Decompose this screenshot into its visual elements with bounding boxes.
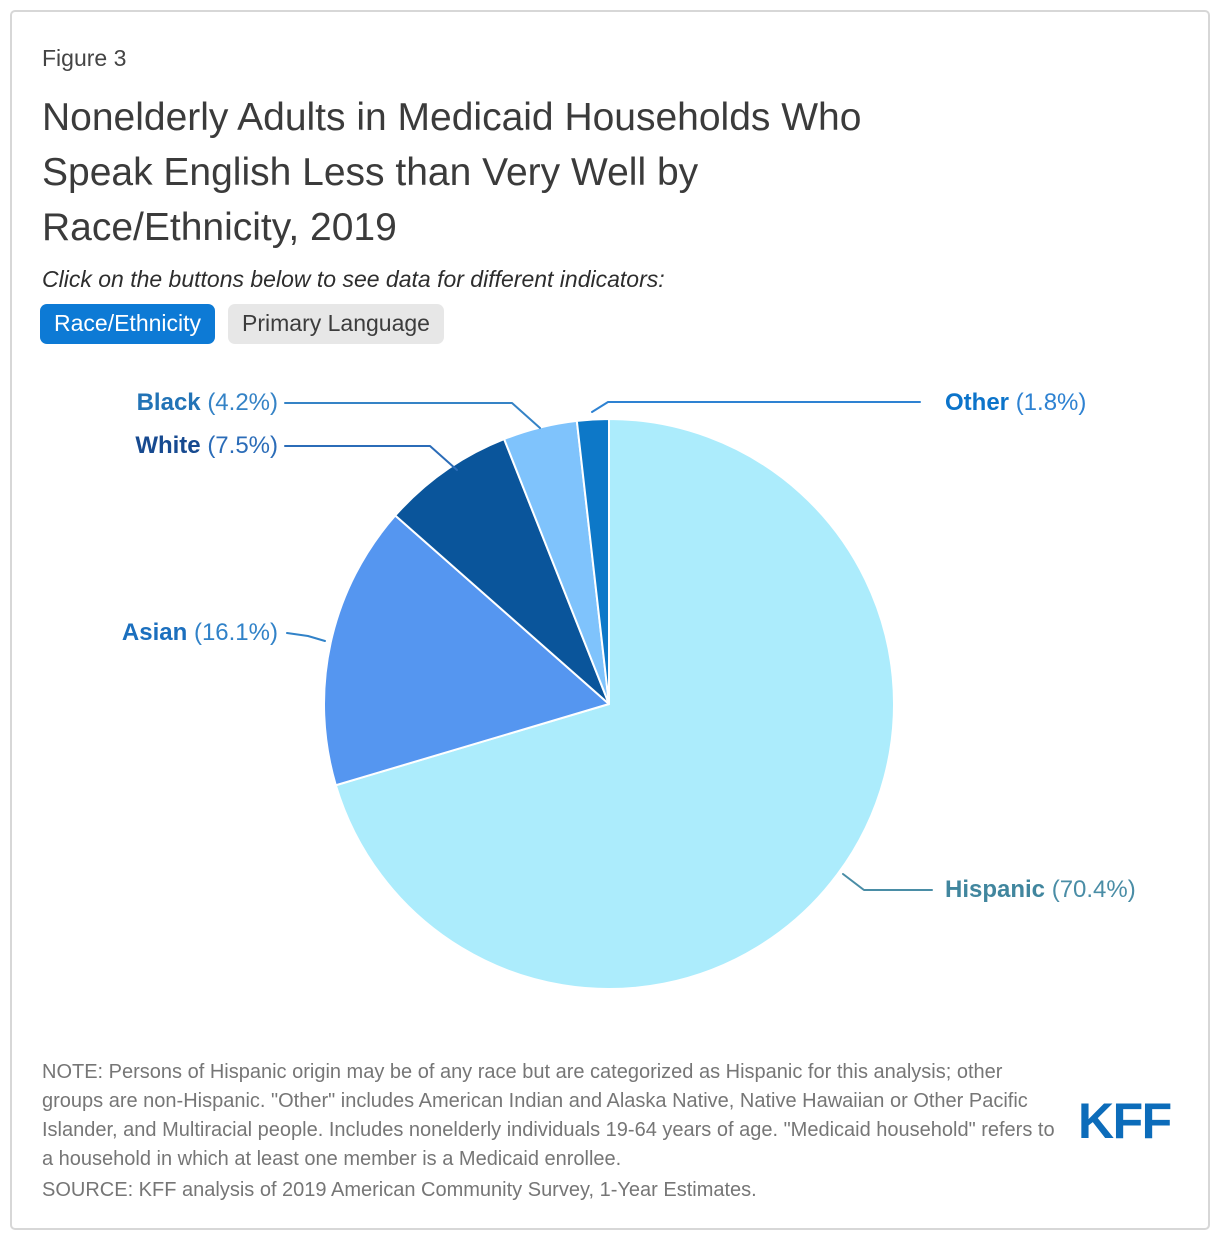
- source-text: SOURCE: KFF analysis of 2019 American Community Survey, 1-Year Estimates.: [42, 1179, 757, 1201]
- callout-label-hispanic: [945, 876, 1136, 904]
- callout-label-asian: [122, 619, 278, 647]
- indicator-instruction: Click on the buttons below to see data for different indicators:: [42, 266, 665, 292]
- race-ethnicity-button[interactable]: Race/Ethnicity: [40, 304, 215, 344]
- figure-number: Figure 3: [42, 45, 127, 71]
- hispanic-label: Hispanic: [945, 876, 1046, 903]
- white-label: White: [135, 432, 201, 459]
- black-label: Black: [136, 389, 201, 416]
- kff-logo: KFF: [1078, 1093, 1171, 1149]
- leader-line-black: [285, 403, 540, 428]
- black-percent: (4.2%): [207, 389, 278, 416]
- title-line-2: Speak English Less than Very Well by: [42, 151, 699, 194]
- callout-label-other: [945, 389, 1086, 417]
- title-line-1: Nonelderly Adults in Medicaid Households Who: [42, 96, 862, 139]
- other-label: Other: [945, 389, 1010, 416]
- leader-line-white: [285, 446, 457, 470]
- note-text: NOTE: Persons of Hispanic origin may be of any race but are categorized as Hispanic for this analysis; other groups are non-Hispanic. "Other" includes American Indian and Alaska Native, Native Hawaiian or Other Pacific Islander, and Multiracial people. Includes nonelderly individuals 19-64 years of age. "Medicaid household" refers to a household in which at least one member is a Medicaid enrollee.: [42, 1061, 1055, 1170]
- white-percent: (7.5%): [207, 432, 278, 459]
- leader-line-other: [592, 402, 920, 412]
- hispanic-percent: (70.4%): [1051, 876, 1136, 903]
- callout-label-black: [137, 389, 278, 417]
- leader-line-hispanic: [843, 874, 932, 890]
- asian-percent: (16.1%): [193, 619, 278, 646]
- other-percent: (1.8%): [1015, 389, 1087, 416]
- callout-label-white: [135, 432, 278, 460]
- primary-language-button[interactable]: Primary Language: [228, 304, 444, 344]
- leader-line-asian: [287, 633, 325, 641]
- asian-label: Asian: [121, 619, 188, 646]
- title-line-3: Race/Ethnicity, 2019: [42, 206, 397, 249]
